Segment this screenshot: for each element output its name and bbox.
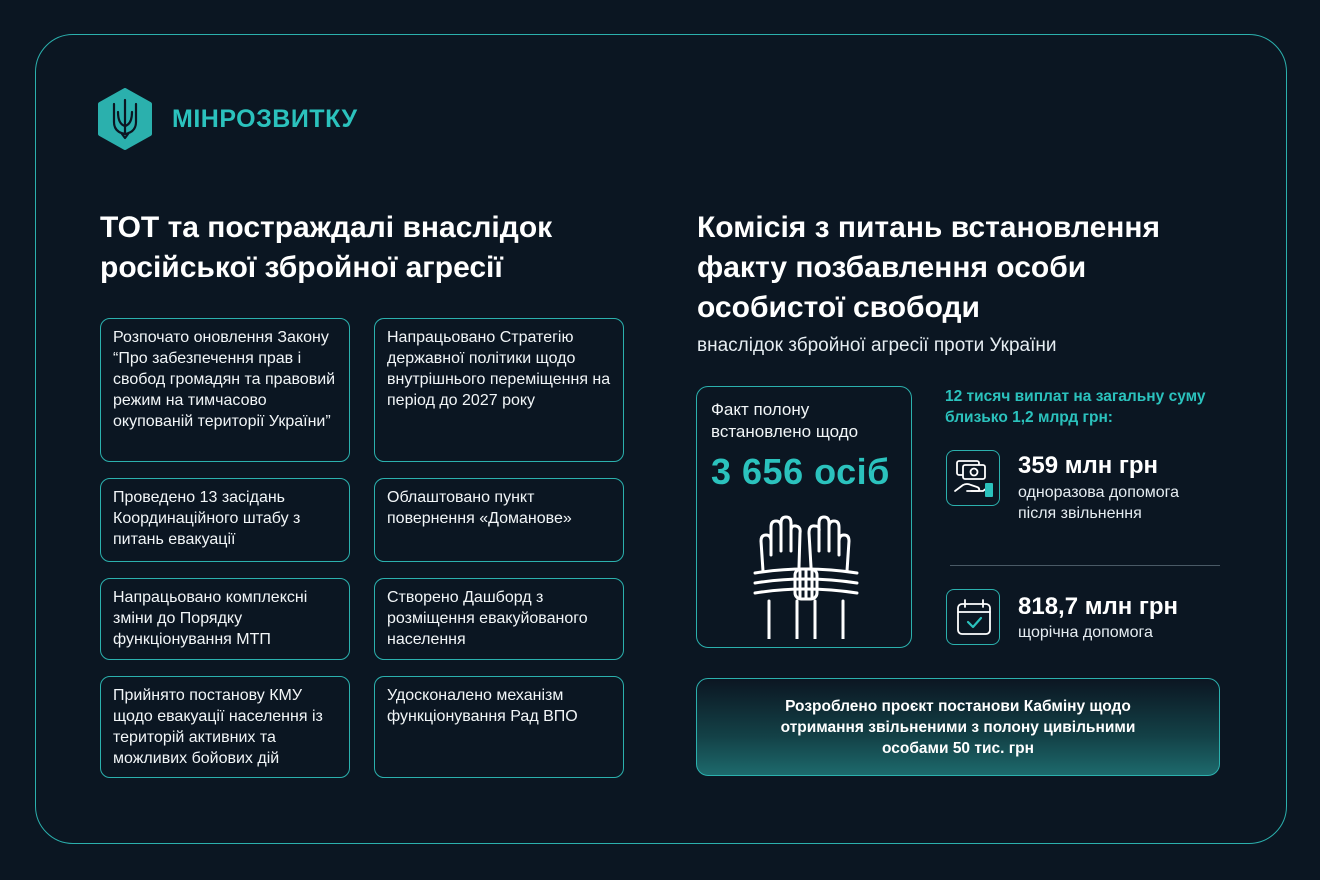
calendar-icon-box bbox=[946, 589, 1000, 645]
info-card: Напрацьовано комплексні зміни до Порядку функціонування МТП bbox=[100, 578, 350, 660]
payment-amount: 359 млн грн bbox=[1018, 452, 1159, 479]
payments-heading: 12 тисяч виплат на загальну суму близько 1,2 млрд грн: bbox=[945, 388, 1206, 426]
right-title-line: особистої свободи bbox=[697, 291, 980, 324]
right-subtitle: внаслідок збройної агресії проти України bbox=[697, 335, 1057, 356]
divider bbox=[950, 565, 1220, 566]
logo-text: МІНРОЗВИТКУ bbox=[172, 104, 358, 133]
info-card: Розпочато оновлення Закону “Про забезпечення прав і свобод громадян та правовий режим на тимчасово окупованій території України” bbox=[100, 318, 350, 462]
ministry-logo bbox=[96, 88, 358, 150]
resolution-banner bbox=[696, 678, 1220, 776]
info-card: Створено Дашборд з розміщення евакуйованого населення bbox=[374, 578, 624, 660]
info-card: Прийнято постанову КМУ щодо евакуації населення із територій активних та можливих бойових дій bbox=[100, 676, 350, 778]
fact-value: 3 656 осіб bbox=[711, 451, 890, 492]
payment-description: щорічна допомога bbox=[1018, 624, 1153, 641]
money-hand-icon-box bbox=[946, 450, 1000, 506]
left-title bbox=[100, 208, 660, 288]
bound-hands-icon bbox=[747, 511, 865, 639]
payment-amount: 818,7 млн грн bbox=[1018, 593, 1179, 620]
trident-emblem-icon bbox=[96, 88, 154, 150]
left-title-line: російської збройної агресії bbox=[100, 251, 503, 284]
right-title-line: факту позбавлення особи bbox=[697, 251, 1087, 284]
right-title bbox=[697, 208, 1257, 328]
info-card: Проведено 13 засідань Координаційного штабу з питань евакуації bbox=[100, 478, 350, 562]
right-title-line: Комісія з питань встановлення bbox=[697, 211, 1161, 244]
calendar-check-icon bbox=[947, 590, 1001, 646]
left-title-line: ТОТ та постраждалі внаслідок bbox=[100, 211, 553, 244]
captivity-fact-card bbox=[696, 386, 912, 648]
info-card: Удосконалено механізм функціонування Рад ВПО bbox=[374, 676, 624, 778]
fact-label: Факт полону встановлено щодо bbox=[711, 400, 859, 441]
info-card: Облаштовано пункт повернення «Доманове» bbox=[374, 478, 624, 562]
money-hand-icon bbox=[947, 451, 1001, 507]
payment-description: одноразова допомога після звільнення bbox=[1018, 484, 1180, 522]
info-card: Напрацьовано Стратегію державної політики щодо внутрішнього переміщення на період до 2027 року bbox=[374, 318, 624, 462]
banner-text: Розроблено проєкт постанови Кабміну щодо отримання звільненими з полону цивільними особами 50 тис. грн bbox=[780, 697, 1136, 757]
